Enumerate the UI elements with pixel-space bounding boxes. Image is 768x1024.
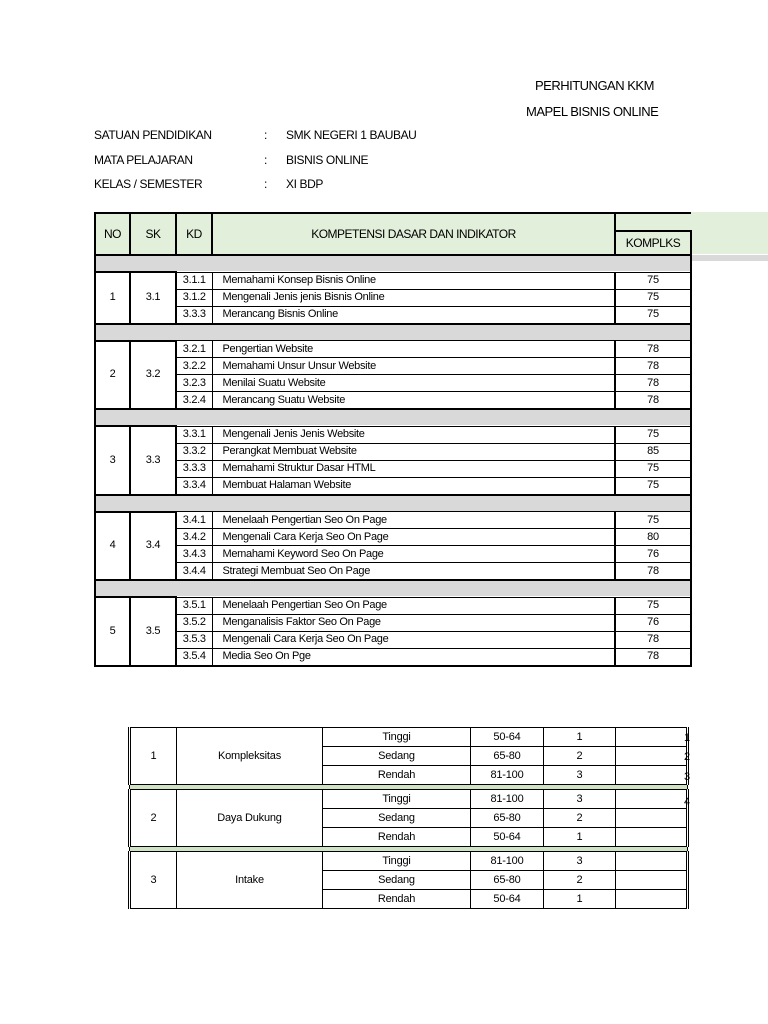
criteria-empty — [616, 890, 688, 909]
cell-kd: 3.4.4 — [176, 563, 212, 581]
cell-komplks: 75 — [615, 460, 691, 477]
cell-kd: 3.5.4 — [176, 648, 212, 666]
cell-indikator: Membuat Halaman Website — [212, 477, 615, 495]
cell-kd: 3.2.4 — [176, 392, 212, 410]
cell-indikator: Perangkat Membuat Website — [212, 443, 615, 460]
info-colon: : — [264, 128, 267, 142]
side-number: 1 — [684, 732, 691, 744]
cell-kd: 3.4.3 — [176, 546, 212, 563]
cell-indikator: Pengertian Website — [212, 341, 615, 358]
criteria-level: Tinggi — [323, 728, 471, 747]
cell-komplks: 85 — [615, 443, 691, 460]
table-row — [95, 375, 691, 392]
cell-komplks: 75 — [615, 512, 691, 529]
cell-indikator: Menelaah Pengertian Seo On Page — [212, 597, 615, 614]
criteria-score: 2 — [544, 809, 616, 828]
cell-indikator: Mengenali Jenis jenis Bisnis Online — [212, 289, 615, 306]
cell-kd: 3.1.2 — [176, 289, 212, 306]
header-top-cell — [615, 213, 691, 231]
criteria-empty — [616, 809, 688, 828]
criteria-range: 81-100 — [471, 852, 544, 871]
info-colon: : — [264, 177, 267, 191]
header-separator — [95, 255, 691, 272]
separator-cell — [95, 580, 691, 597]
cell-komplks: 75 — [615, 306, 691, 324]
criteria-score: 2 — [544, 871, 616, 890]
table-row — [95, 563, 691, 581]
criteria-range: 50-64 — [471, 890, 544, 909]
group-separator — [95, 495, 691, 512]
cell-komplks: 80 — [615, 529, 691, 546]
criteria-no: 2 — [130, 790, 177, 847]
cell-komplks: 78 — [615, 375, 691, 392]
side-number: 3 — [684, 771, 691, 783]
cell-komplks: 78 — [615, 648, 691, 666]
criteria-row — [130, 852, 688, 871]
cell-sk: 3.5 — [130, 597, 176, 666]
cell-komplks: 75 — [615, 272, 691, 289]
table-row — [95, 392, 691, 410]
header-sk: SK — [130, 213, 176, 255]
cell-sk: 3.2 — [130, 341, 176, 410]
criteria-range: 81-100 — [471, 766, 544, 785]
criteria-score: 2 — [544, 747, 616, 766]
header-band-shadow — [690, 255, 768, 261]
criteria-empty — [616, 747, 691, 766]
criteria-no: 1 — [130, 728, 177, 785]
cell-no: 1 — [95, 272, 130, 324]
criteria-level: Tinggi — [323, 852, 471, 871]
criteria-name: Kompleksitas — [177, 728, 323, 785]
criteria-score: 1 — [544, 890, 616, 909]
criteria-range: 65-80 — [471, 747, 544, 766]
cell-kd: 3.3.3 — [176, 306, 212, 324]
group-separator — [95, 409, 691, 426]
info-label-satuan: SATUAN PENDIDIKAN — [94, 128, 212, 142]
table-row — [95, 477, 691, 495]
kkm-table — [94, 212, 692, 667]
table-row — [95, 597, 691, 614]
cell-komplks: 78 — [615, 358, 691, 375]
cell-kd: 3.5.2 — [176, 614, 212, 631]
cell-indikator: Memahami Keyword Seo On Page — [212, 546, 615, 563]
cell-no: 4 — [95, 512, 130, 581]
cell-komplks: 78 — [615, 341, 691, 358]
page-title: PERHITUNGAN KKM — [535, 78, 654, 93]
info-colon: : — [264, 153, 267, 167]
cell-indikator: Memahami Konsep Bisnis Online — [212, 272, 615, 289]
side-number: 4 — [684, 796, 691, 808]
table-row — [95, 529, 691, 546]
table-row — [95, 614, 691, 631]
table-row — [95, 272, 691, 289]
criteria-range: 65-80 — [471, 871, 544, 890]
cell-komplks: 75 — [615, 477, 691, 495]
criteria-level: Rendah — [323, 766, 471, 785]
cell-kd: 3.1.1 — [176, 272, 212, 289]
cell-kd: 3.2.2 — [176, 358, 212, 375]
cell-komplks: 78 — [615, 563, 691, 581]
cell-kd: 3.3.2 — [176, 443, 212, 460]
cell-indikator: Mengenali Cara Kerja Seo On Page — [212, 631, 615, 648]
cell-sk: 3.4 — [130, 512, 176, 581]
criteria-score: 1 — [544, 728, 616, 747]
cell-indikator: Memahami Struktur Dasar HTML — [212, 460, 615, 477]
table-row — [95, 546, 691, 563]
separator-cell — [95, 324, 691, 341]
cell-kd: 3.2.1 — [176, 341, 212, 358]
criteria-level: Sedang — [323, 747, 471, 766]
cell-komplks: 75 — [615, 426, 691, 443]
header-no: NO — [95, 213, 130, 255]
criteria-level: Rendah — [323, 828, 471, 847]
cell-komplks: 78 — [615, 392, 691, 410]
table-row — [95, 426, 691, 443]
cell-indikator: Menganalisis Faktor Seo On Page — [212, 614, 615, 631]
criteria-range: 81-100 — [471, 790, 544, 809]
criteria-level: Tinggi — [323, 790, 471, 809]
cell-indikator: Media Seo On Pge — [212, 648, 615, 666]
cell-kd: 3.3.3 — [176, 460, 212, 477]
criteria-range: 50-64 — [471, 828, 544, 847]
cell-komplks: 75 — [615, 597, 691, 614]
table-row — [95, 512, 691, 529]
cell-sk: 3.3 — [130, 426, 176, 495]
cell-komplks: 78 — [615, 631, 691, 648]
cell-kd: 3.4.1 — [176, 512, 212, 529]
criteria-row — [130, 790, 688, 809]
cell-kd: 3.5.3 — [176, 631, 212, 648]
table-row — [95, 443, 691, 460]
separator-cell — [95, 255, 691, 272]
cell-komplks: 76 — [615, 614, 691, 631]
cell-indikator: Memahami Unsur Unsur Website — [212, 358, 615, 375]
cell-komplks: 76 — [615, 546, 691, 563]
group-separator — [95, 580, 691, 597]
table-row — [95, 631, 691, 648]
cell-indikator: Strategi Membuat Seo On Page — [212, 563, 615, 581]
cell-sk: 3.1 — [130, 272, 176, 324]
group-separator — [95, 324, 691, 341]
table-row — [95, 358, 691, 375]
cell-no: 5 — [95, 597, 130, 666]
info-value-mapel: BISNIS ONLINE — [286, 153, 369, 167]
cell-komplks: 75 — [615, 289, 691, 306]
criteria-level: Sedang — [323, 871, 471, 890]
cell-kd: 3.5.1 — [176, 597, 212, 614]
cell-indikator: Mengenali Jenis Jenis Website — [212, 426, 615, 443]
criteria-name: Intake — [177, 852, 323, 909]
separator-cell — [95, 495, 691, 512]
criteria-empty — [616, 852, 688, 871]
header-komplks: KOMPLKS — [615, 231, 691, 255]
cell-indikator: Menilai Suatu Website — [212, 375, 615, 392]
cell-no: 2 — [95, 341, 130, 410]
criteria-score: 3 — [544, 852, 616, 871]
criteria-level: Sedang — [323, 809, 471, 828]
criteria-no: 3 — [130, 852, 177, 909]
cell-kd: 3.3.4 — [176, 477, 212, 495]
criteria-range: 65-80 — [471, 809, 544, 828]
criteria-level: Rendah — [323, 890, 471, 909]
criteria-row — [130, 728, 688, 747]
table-row — [95, 648, 691, 666]
table-row — [95, 460, 691, 477]
criteria-score: 3 — [544, 790, 616, 809]
criteria-name: Daya Dukung — [177, 790, 323, 847]
table-header-row — [95, 213, 691, 231]
cell-kd: 3.3.1 — [176, 426, 212, 443]
header-kompetensi: KOMPETENSI DASAR DAN INDIKATOR — [212, 213, 615, 255]
criteria-score: 1 — [544, 828, 616, 847]
info-value-satuan: SMK NEGERI 1 BAUBAU — [286, 128, 417, 142]
table-row — [95, 289, 691, 306]
criteria-empty — [616, 766, 691, 785]
criteria-empty — [616, 871, 688, 890]
header-kd: KD — [176, 213, 212, 255]
info-label-kelas: KELAS / SEMESTER — [94, 177, 203, 191]
criteria-score: 3 — [544, 766, 616, 785]
criteria-table — [128, 727, 689, 909]
cell-no: 3 — [95, 426, 130, 495]
cell-indikator: Merancang Suatu Website — [212, 392, 615, 410]
criteria-empty — [616, 828, 688, 847]
page-subtitle: MAPEL BISNIS ONLINE — [526, 104, 659, 119]
criteria-empty — [616, 728, 691, 747]
info-label-mapel: MATA PELAJARAN — [94, 153, 193, 167]
cell-indikator: Merancang Bisnis Online — [212, 306, 615, 324]
cell-kd: 3.4.2 — [176, 529, 212, 546]
criteria-empty — [616, 790, 691, 809]
table-row — [95, 341, 691, 358]
info-value-kelas: XI BDP — [286, 177, 323, 191]
cell-indikator: Mengenali Cara Kerja Seo On Page — [212, 529, 615, 546]
side-number: 2 — [684, 751, 691, 763]
cell-indikator: Menelaah Pengertian Seo On Page — [212, 512, 615, 529]
table-row — [95, 306, 691, 324]
cell-kd: 3.2.3 — [176, 375, 212, 392]
criteria-range: 50-64 — [471, 728, 544, 747]
separator-cell — [95, 409, 691, 426]
